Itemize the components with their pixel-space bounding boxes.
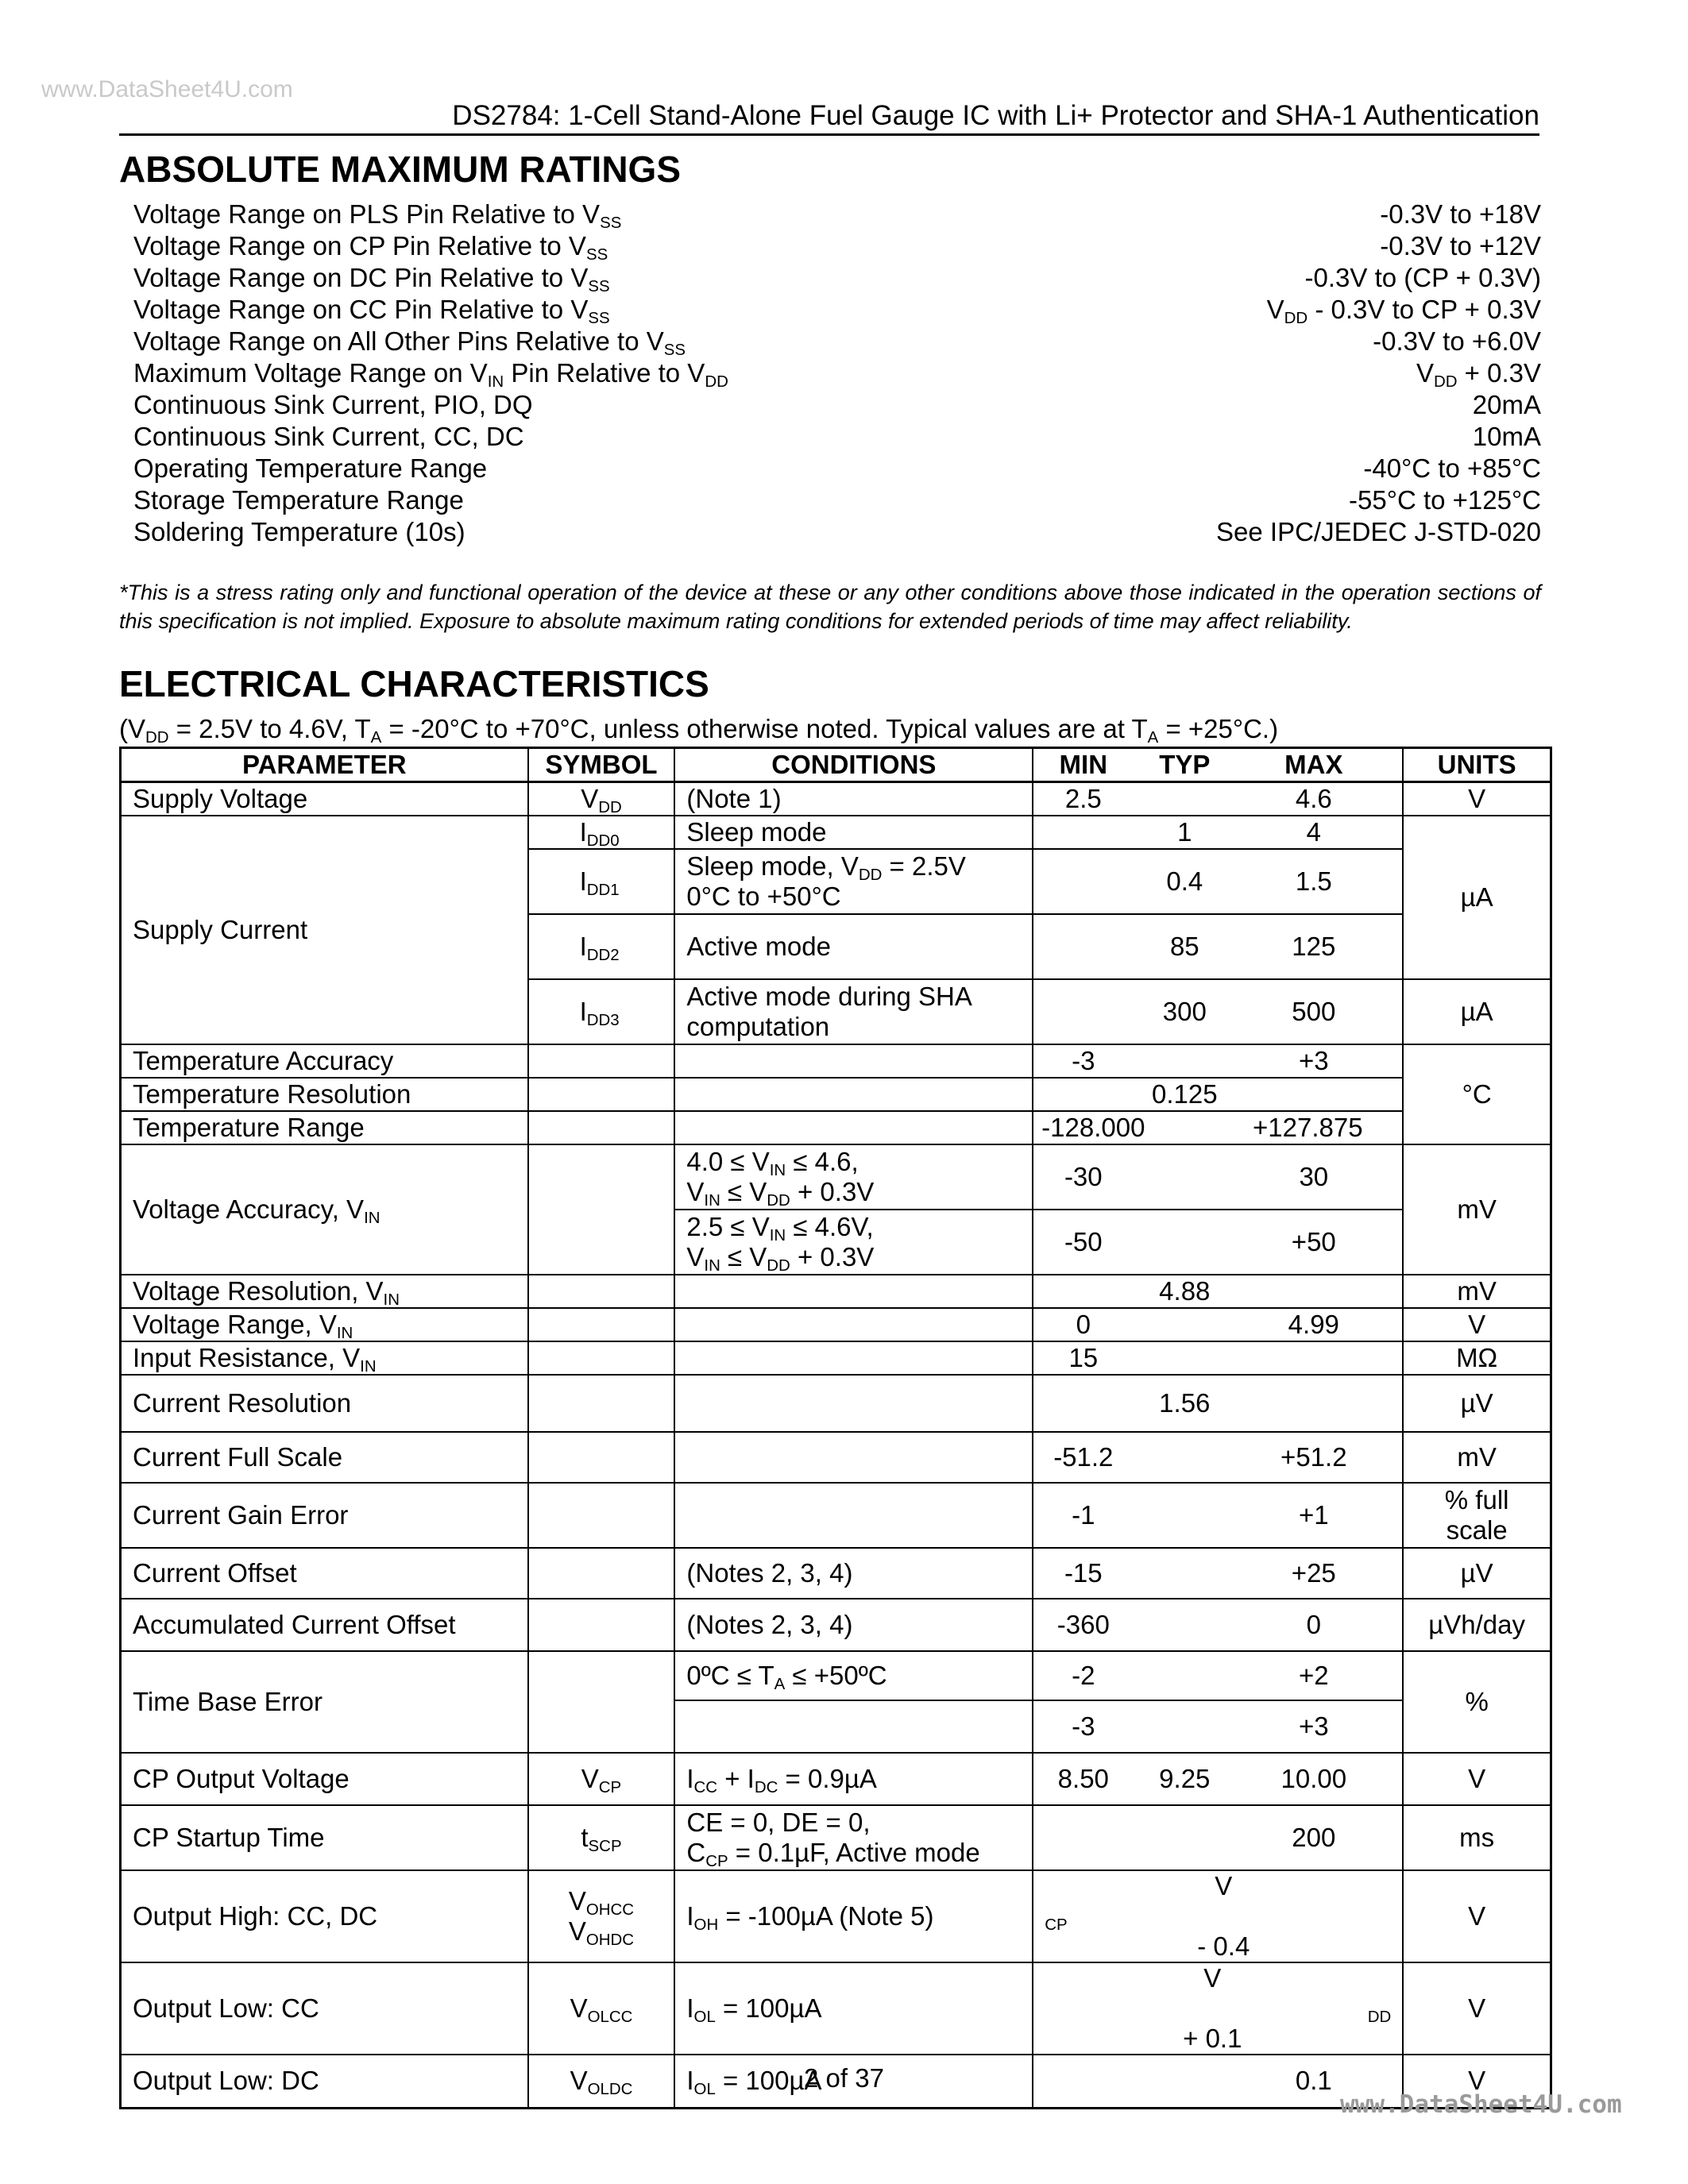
table-row: Temperature Range -128.000 +127.875 <box>121 1111 1551 1144</box>
watermark-top: www.DataSheet4U.com <box>41 76 293 102</box>
abs-max-row: Voltage Range on DC Pin Relative to $V_{SS}$ -0.3V to (CP + 0.3V) <box>133 263 1541 296</box>
table-header-row <box>121 748 1551 782</box>
document-header-title: DS2784: 1-Cell Stand-Alone Fuel Gauge IC with Li+ Protector and SHA-1 Authentication <box>452 100 1539 131</box>
abs-max-row: Storage Temperature Range -55°C to +125°C <box>133 485 1541 515</box>
table-row: Current Offset (Notes 2, 3, 4) -15 +25 µV <box>121 1548 1551 1599</box>
abs-max-row: Operating Temperature Range -40°C to +85°C <box>133 453 1541 483</box>
table-row: Voltage Resolution, $V_{IN}$ 4.88 mV <box>121 1275 1551 1308</box>
abs-max-row: Continuous Sink Current, CC, DC 10mA <box>133 422 1541 451</box>
abs-max-title: ABSOLUTE MAXIMUM RATINGS <box>119 149 682 190</box>
abs-max-row: Soldering Temperature (10s) See IPC/JEDEC J-STD-020 <box>133 517 1541 546</box>
table-row: Input Resistance, $V_{IN}$ 15 MΩ <box>121 1341 1551 1375</box>
table-row: Time Base Error 0ºC ≤ $T_A$ ≤ +50ºC -2 +2 % <box>121 1651 1551 1700</box>
table-row: Output Low: CC $V_{OLCC}$ $I_{OL} = 100\mu A$ V $_{DD}$ + 0.1 V <box>121 1962 1551 2055</box>
table-row: Supply Voltage $V_{DD}$ (Note 1) 2.5 4.6 V <box>121 782 1551 816</box>
table-row: Temperature Resolution 0.125 <box>121 1078 1551 1111</box>
header-symbol: SYMBOL <box>528 748 675 782</box>
table-row: Temperature Accuracy -3 +3 °C <box>121 1044 1551 1078</box>
table-row: Output High: CC, DC $V_{OHCC}$ $V_{OHDC}$ $I_{OH} = -100\mu A$ (Note 5) V $_{CP}$ - 0.4 V <box>121 1870 1551 1962</box>
header-rule <box>119 133 1539 136</box>
table-row: $I_{DD1}$ Sleep mode, $V_{DD} = 2.5V$ 0°C to +50°C 0.4 1.5 <box>121 849 1551 914</box>
table-row: Output Low: DC $V_{OLDC}$ $I_{OL} = 100\mu A$ 0.1 V <box>121 2055 1551 2109</box>
header-min-typ-max: MIN TYP MAX <box>1033 748 1403 782</box>
header-conditions: CONDITIONS <box>674 748 1033 782</box>
table-row: Current Gain Error -1 +1 % full scale <box>121 1483 1551 1548</box>
abs-max-row: Voltage Range on CP Pin Relative to $V_{SS}$ -0.3V to +12V <box>133 231 1541 264</box>
table-row: CP Startup Time $t_{SCP}$ CE = 0, DE = 0, $C_{CP} = 0.1\mu F$, Active mode 200 ms <box>121 1805 1551 1870</box>
page-number: 2 of 37 <box>804 2063 884 2093</box>
elec-char-table <box>119 747 1552 2109</box>
abs-max-row: Voltage Range on All Other Pins Relative to $V_{SS}$ -0.3V to +6.0V <box>133 326 1541 360</box>
abs-max-footnote: *This is a stress rating only and functional operation of the device at these or any other conditions above those indicated in the operation sections of this specification is not implied. Exposure to absolute maximum rating conditions for extended periods of time may affect reliability. <box>119 581 1541 633</box>
watermark-bottom: www.DataSheet4U.com <box>1340 2090 1622 2119</box>
table-row: Voltage Accuracy, $V_{IN}$ $4.0 \le V_{IN} \le 4.6$, $V_{IN} \le V_{DD} + 0.3V$ -30 30 mV <box>121 1144 1551 1210</box>
table-row: $I_{DD2}$ Active mode 85 125 <box>121 914 1551 979</box>
abs-max-row: Voltage Range on PLS Pin Relative to $V_{SS}$ -0.3V to +18V <box>133 199 1541 233</box>
table-row: Current Full Scale -51.2 +51.2 mV <box>121 1432 1551 1483</box>
elec-char-title: ELECTRICAL CHARACTERISTICS <box>119 663 709 704</box>
elec-conditions: ($V_{DD} = 2.5V$ to 4.6V, $T_A = -20^\circ C$ to +70°C, unless otherwise noted. Typical values are at $T_A = +25^\circ C$.) <box>119 714 1279 747</box>
header-units: UNITS <box>1403 748 1551 782</box>
abs-max-row: Maximum Voltage Range on $V_{IN}$ Pin Relative to $V_{DD}$ $V_{DD} + 0.3V$ <box>133 358 1541 392</box>
abs-max-row: Continuous Sink Current, PIO, DQ 20mA <box>133 390 1541 419</box>
table-row: Current Resolution 1.56 µV <box>121 1375 1551 1432</box>
abs-max-row: Voltage Range on CC Pin Relative to $V_{SS}$ $V_{DD} - 0.3V$ to CP + 0.3V <box>133 295 1541 328</box>
table-row: $2.5 \le V_{IN} \le 4.6V$, $V_{IN} \le V_{DD} + 0.3V$ -50 +50 <box>121 1210 1551 1275</box>
table-row: CP Output Voltage $V_{CP}$ $I_{CC} + I_{DC} = 0.9\mu A$ 8.50 9.25 10.00 V <box>121 1753 1551 1805</box>
table-row: Supply Current $I_{DD0}$ Sleep mode 1 4 µA <box>121 816 1551 849</box>
table-row: Voltage Range, $V_{IN}$ 0 4.99 V <box>121 1308 1551 1341</box>
abs-max-list <box>133 199 1541 548</box>
table-row: Accumulated Current Offset (Notes 2, 3, 4) -360 0 µVh/day <box>121 1599 1551 1651</box>
table-row: $I_{DD3}$ Active mode during SHA computation 300 500 µA <box>121 979 1551 1044</box>
header-parameter: PARAMETER <box>121 748 528 782</box>
table-row: -3 +3 <box>121 1700 1551 1753</box>
